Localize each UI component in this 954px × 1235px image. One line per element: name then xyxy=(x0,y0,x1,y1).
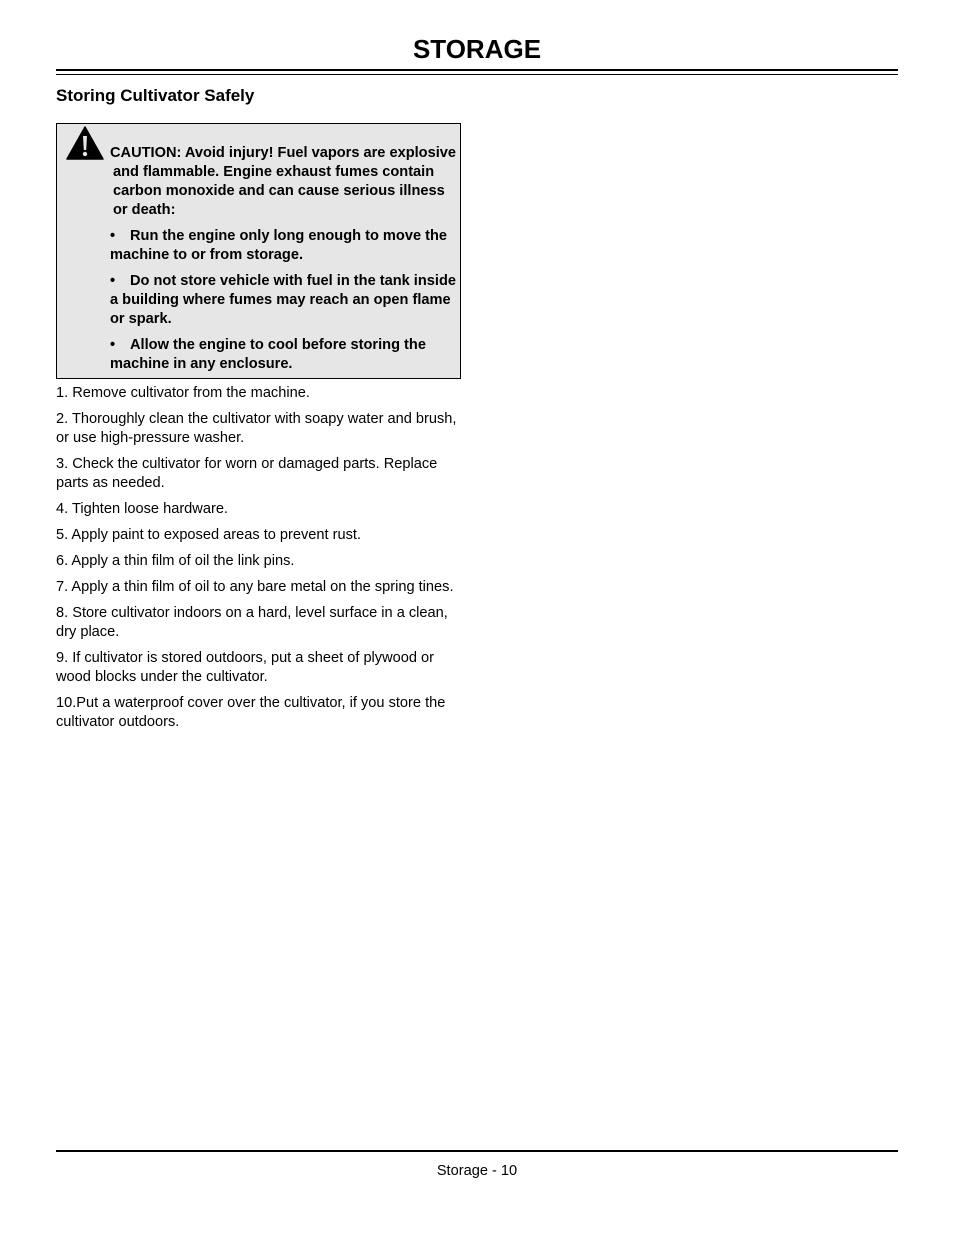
caution-bullet-text: Run the engine only long enough to move the machine to or from storage. xyxy=(110,228,448,263)
caution-intro: CAUTION: Avoid injury! Fuel vapors are explosive and flammable. Engine exhaust fumes contain carbon monoxide and can cause serious illness or death: xyxy=(110,145,457,218)
caution-box xyxy=(56,123,461,379)
storage-steps-list xyxy=(56,384,466,739)
title-divider xyxy=(56,69,898,71)
list-item: 3. Check the cultivator for worn or damaged parts. Replace parts as needed. xyxy=(56,456,438,491)
list-item: 10.Put a waterproof cover over the cultivator, if you store the cultivator outdoors. xyxy=(56,695,446,730)
title-divider-thin xyxy=(56,74,898,75)
list-item: 1. Remove cultivator from the machine. xyxy=(56,385,310,401)
caution-bullet: • Run the engine only long enough to move the machine to or from storage. xyxy=(110,228,448,263)
warning-triangle-icon xyxy=(66,126,104,160)
footer-divider xyxy=(56,1150,898,1152)
caution-bullet: • Do not store vehicle with fuel in the tank inside a building where fumes may reach an open flame or spark. xyxy=(110,273,456,327)
list-item: 2. Thoroughly clean the cultivator with soapy water and brush, or use high-pressure washer. xyxy=(56,411,457,446)
caution-bullet: • Allow the engine to cool before storing the machine in any enclosure. xyxy=(110,337,426,372)
list-item: 8. Store cultivator indoors on a hard, level surface in a clean, dry place. xyxy=(56,605,448,640)
list-item: 7. Apply a thin film of oil to any bare metal on the spring tines. xyxy=(56,579,454,595)
caution-bullet-list xyxy=(110,227,460,374)
list-item: 6. Apply a thin film of oil the link pins. xyxy=(56,553,295,569)
caution-bullet-text: Allow the engine to cool before storing the machine in any enclosure. xyxy=(110,337,426,372)
list-item: 9. If cultivator is stored outdoors, put a sheet of plywood or wood blocks under the cultivator. xyxy=(56,650,435,685)
list-item: 4. Tighten loose hardware. xyxy=(56,501,228,517)
list-item: 5. Apply paint to exposed areas to prevent rust. xyxy=(56,527,362,543)
caution-text xyxy=(110,144,460,374)
section-heading: Storing Cultivator Safely xyxy=(56,86,255,105)
page-number: Storage - 10 xyxy=(436,1163,518,1179)
page-title: STORAGE xyxy=(412,34,542,64)
caution-bullet-text: Do not store vehicle with fuel in the tank inside a building where fumes may reach an open flame or spark. xyxy=(110,273,456,327)
